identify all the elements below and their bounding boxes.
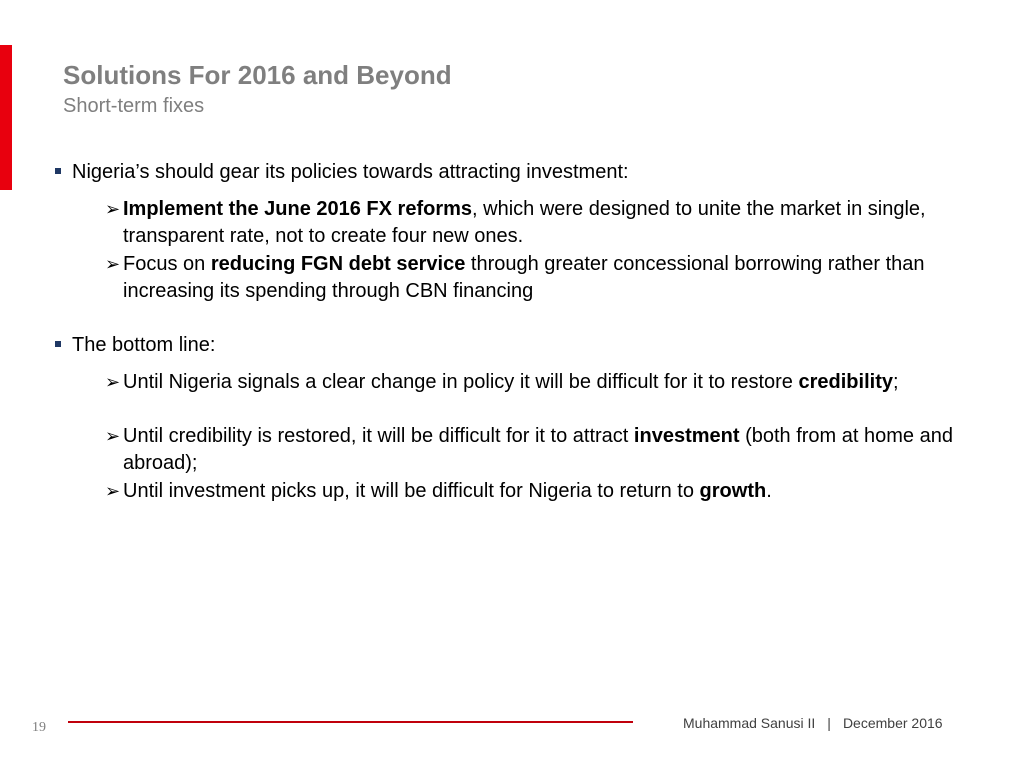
subbullet-text	[105, 251, 985, 306]
bullet-text: The bottom line:	[72, 334, 216, 356]
text-segment: Until credibility is restored, it will be difficult for it to attract	[123, 425, 634, 447]
text-segment: ;	[892, 371, 899, 393]
text-segment: Until investment picks up, it will be difficult for Nigeria to return to	[123, 480, 700, 502]
subbullet-text	[105, 423, 985, 478]
arrow-bullet-icon: ➢	[105, 199, 121, 219]
accent-bar	[0, 45, 12, 190]
slide-subtitle: Short-term fixes	[63, 95, 205, 117]
subbullet-item-credibility	[105, 369, 985, 396]
subbullet-item-fx-reforms	[105, 196, 985, 251]
subbullet-text	[105, 196, 985, 251]
bold-segment: credibility	[798, 371, 893, 393]
footer-divider	[68, 721, 633, 723]
subbullet-item-debt-service	[105, 251, 985, 306]
text-segment: , which were designed to unite the market in single, transparent rate, not to create four new ones.	[123, 198, 926, 248]
text-segment: (both from at home and abroad);	[123, 425, 953, 475]
text-segment: Focus on	[123, 253, 211, 275]
subbullet-text	[105, 369, 985, 396]
subbullet-text	[105, 478, 985, 505]
bullet-text: Nigeria’s should gear its policies towards attracting investment:	[72, 161, 629, 183]
text-segment: .	[766, 480, 772, 502]
subbullet-item-investment	[105, 423, 985, 478]
arrow-bullet-icon: ➢	[105, 426, 121, 446]
footer-date: December 2016	[842, 715, 943, 731]
bold-segment: investment	[633, 425, 740, 447]
bullet-item-investment	[55, 159, 629, 186]
square-bullet-icon	[55, 168, 61, 174]
slide-title: Solutions For 2016 and Beyond	[63, 60, 452, 90]
arrow-bullet-icon: ➢	[105, 254, 121, 274]
bullet-item-bottom-line	[55, 332, 215, 359]
footer-credit	[683, 715, 943, 731]
bold-segment: Implement the June 2016 FX reforms	[123, 198, 473, 220]
text-segment: Until Nigeria signals a clear change in policy it will be difficult for it to restore	[123, 371, 799, 393]
arrow-bullet-icon: ➢	[105, 372, 121, 392]
bold-segment: reducing FGN debt service	[210, 253, 466, 275]
subbullet-item-growth	[105, 478, 985, 505]
bold-segment: growth	[699, 480, 767, 502]
footer-author: Muhammad Sanusi II	[683, 715, 816, 731]
footer-separator: |	[827, 715, 831, 731]
page-number: 19	[32, 720, 46, 735]
arrow-bullet-icon: ➢	[105, 481, 121, 501]
text-segment: through greater concessional borrowing rather than increasing its spending through CBN financing	[123, 253, 925, 303]
square-bullet-icon	[55, 341, 61, 347]
